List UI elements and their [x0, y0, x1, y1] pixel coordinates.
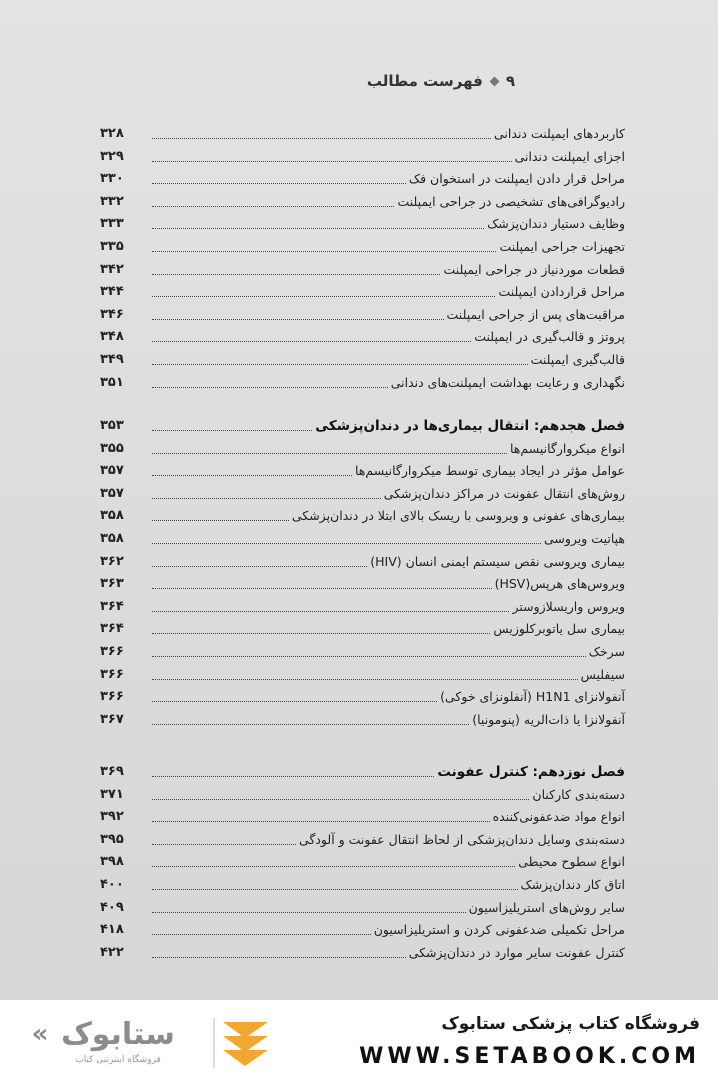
toc-page-number: ۳۵۵: [100, 440, 124, 456]
toc-entry-title: انواع میکروارگانیسم‌ها: [509, 440, 625, 456]
toc-page-number: ۳۶۴: [100, 598, 124, 614]
toc-entry: [100, 436, 625, 458]
dot-leader: [152, 250, 496, 252]
toc-page-number: ۳۶۶: [100, 689, 124, 705]
toc-page-number: ۳۳۵: [100, 239, 124, 254]
dot-leader: [152, 318, 444, 320]
toc-entry-title: روش‌های انتقال عفونت در مراکز دندان‌پزشکی: [383, 485, 625, 501]
toc-entry-title: هپاتیت ویروسی: [543, 531, 625, 546]
toc-page-number: ۳۴۶: [100, 306, 124, 322]
toc-page-number: ۳۴۴: [100, 284, 124, 300]
toc-entry-title: ویروس‌های هرپس(HSV): [494, 576, 625, 592]
toc-entry: [100, 849, 625, 871]
toc-entry-title: قالب‌گیری ایمپلنت: [530, 352, 625, 367]
store-url-link[interactable]: WWW.SETABOOK.COM: [359, 1044, 700, 1069]
toc-entry: [100, 324, 625, 346]
toc-page-number: ۳۲۸: [100, 126, 124, 141]
logo-chevron-icon: [223, 1022, 268, 1038]
dot-leader: [152, 888, 518, 890]
page-number: ۹: [505, 72, 515, 90]
toc-entry-title: مراحل قرار دادن ایمپلنت در استخوان فک: [408, 171, 625, 187]
toc-entry: [100, 917, 625, 939]
toc-entry: [100, 639, 625, 661]
toc-entry-title: آنفولانزای H1N1 (آنفلونزای خوکی): [440, 689, 625, 705]
toc-entry-title: سیفلیس: [580, 666, 625, 682]
toc-page-number: ۳۹۲: [100, 809, 124, 825]
toc-entry: [100, 458, 625, 480]
toc-entry: [100, 594, 625, 616]
toc-entry-title: فصل نوزدهم: کنترل عفونت: [437, 764, 625, 780]
toc-page-number: ۳۶۶: [100, 644, 124, 659]
toc-entry-title: آنفولانزا یا ذات‌الریه (پنومونیا): [472, 711, 625, 727]
dot-leader: [152, 160, 512, 162]
dot-leader: [152, 565, 367, 567]
toc-entry: [100, 940, 625, 962]
toc-entry-title: بیماری سل یاتوبرکلوزیس: [493, 621, 625, 637]
toc-entry-title: کاربردهای ایمپلنت دندانی: [494, 126, 625, 141]
toc-page-number: ۳۵۳: [100, 418, 124, 433]
dot-leader: [152, 386, 388, 388]
toc-entry: [100, 872, 625, 894]
toc-entry: [100, 302, 625, 324]
toc-page-number: ۳۴۲: [100, 261, 124, 277]
logo-chevron-icon: [223, 1036, 268, 1052]
toc-chapter-heading: [100, 759, 625, 781]
logo-word: ستابوک: [61, 1017, 175, 1052]
dot-leader: [152, 452, 507, 454]
dot-leader: [152, 820, 490, 822]
toc-entry-title: مراحل تکمیلی ضدعفونی کردن و استریلیزاسیون: [373, 922, 625, 938]
page-title: فهرست مطالب: [366, 72, 483, 90]
toc-entry: [100, 189, 625, 211]
toc-page-number: ۳۶۲: [100, 553, 124, 569]
toc-page-number: ۳۵۸: [100, 508, 124, 524]
toc-entry: [100, 804, 625, 826]
dot-leader: [152, 273, 440, 275]
dot-leader: [152, 295, 495, 297]
dot-leader: [152, 700, 437, 702]
toc-page-number: ۳۶۹: [100, 764, 124, 779]
toc-entry-title: دسته‌بندی وسایل دندان‌پزشکی از لحاظ انتقال عفونت و آلودگی: [299, 831, 625, 847]
toc-entry: [100, 895, 625, 917]
dot-leader: [152, 933, 371, 935]
toc-entry-title: سایر روش‌های استریلیزاسیون: [468, 899, 625, 915]
toc-page-number: ۳۹۵: [100, 831, 124, 847]
toc-page-number: ۴۰۹: [100, 899, 124, 915]
toc-entry-title: وظایف دستیار دندان‌پزشک: [487, 216, 625, 232]
toc-entry: [100, 144, 625, 166]
dot-leader: [152, 205, 394, 207]
toc-chapter-heading: [100, 413, 625, 435]
toc-entry: [100, 571, 625, 593]
toc-page-number: ۳۹۸: [100, 854, 124, 870]
toc-entry-title: مراقبت‌های پس از جراحی ایمپلنت: [446, 306, 625, 322]
toc-entry: [100, 234, 625, 256]
toc-page-number: ۳۶۴: [100, 621, 124, 637]
toc-entry: [100, 684, 625, 706]
toc-page-number: ۳۶۶: [100, 666, 124, 682]
toc-entry: [100, 166, 625, 188]
dot-leader: [152, 723, 469, 725]
toc-entry-title: نگهداری و رعایت بهداشت ایمپلنت‌های دندانی: [390, 374, 625, 390]
toc-page-number: ۳۳۰: [100, 171, 124, 187]
toc-entry: [100, 347, 625, 369]
toc-entry: [100, 121, 625, 143]
toc-entry-title: سرخک: [588, 644, 625, 659]
dot-leader: [152, 632, 490, 634]
toc-entry-title: اتاق کار دندان‌پزشک: [520, 877, 625, 892]
dot-leader: [152, 775, 434, 777]
toc-page-number: ۴۱۸: [100, 922, 124, 938]
dot-leader: [152, 497, 381, 499]
toc-page-number: ۳۳۳: [100, 216, 124, 232]
dot-leader: [152, 956, 406, 958]
toc-entry-title: انواع سطوح محیطی: [518, 854, 625, 870]
logo-graphic: [18, 1008, 268, 1072]
toc-page-number: ۳۲۹: [100, 148, 124, 164]
toc-entry-title: تجهیزات جراحی ایمپلنت: [499, 239, 625, 254]
toc-page-number: ۳۵۷: [100, 463, 124, 479]
store-name: فروشگاه کتاب پزشکی ستابوک: [441, 1014, 700, 1034]
toc-entry-title: مراحل قراردادن ایمپلنت: [498, 284, 625, 300]
setabook-logo: [18, 1008, 268, 1072]
toc-entry: [100, 662, 625, 684]
dot-leader: [152, 587, 492, 589]
toc-entry: [100, 526, 625, 548]
toc-entry: [100, 827, 625, 849]
logo-subtitle: فروشگاه اینترنتی کتاب: [75, 1055, 161, 1065]
toc-entry-title: قطعات موردنیاز در جراحی ایمپلنت: [443, 261, 625, 277]
toc-entry-title: فصل هجدهم: انتقال بیماری‌ها در دندان‌پزشکی: [315, 418, 625, 434]
toc-entry-title: انواع مواد ضدعفونی‌کننده: [492, 809, 625, 825]
dot-leader: [152, 519, 289, 521]
toc-entry: [100, 370, 625, 392]
toc-entry: [100, 481, 625, 503]
toc-page-number: ۳۷۱: [100, 786, 124, 802]
dot-leader: [152, 363, 528, 365]
dot-leader: [152, 610, 509, 612]
toc-page-number: ۳۵۱: [100, 374, 124, 390]
toc-page-number: ۳۴۹: [100, 352, 124, 367]
double-chevron-icon: «: [31, 1019, 49, 1049]
toc-entry: [100, 549, 625, 571]
store-footer-banner: [0, 1000, 718, 1080]
dot-leader: [152, 798, 529, 800]
dot-leader: [152, 429, 312, 431]
toc-entry-title: بیماری‌های عفونی و ویروسی با ریسک بالای ابتلا در دندان‌پزشکی: [291, 508, 625, 524]
dot-leader: [152, 474, 352, 476]
toc-entry-title: کنترل عفونت سایر موارد در دندان‌پزشکی: [408, 944, 625, 960]
toc-entry: [100, 616, 625, 638]
dot-leader: [152, 911, 466, 913]
toc-page-number: ۳۶۷: [100, 711, 124, 727]
toc-entry-title: اجزای ایمپلنت دندانی: [514, 148, 625, 164]
toc-entry-title: عوامل مؤثر در ایجاد بیماری توسط میکروارگانیسم‌ها: [355, 463, 625, 479]
toc-page-number: ۳۳۲: [100, 193, 124, 209]
dot-leader: [152, 182, 406, 184]
dot-leader: [152, 865, 515, 867]
dot-leader: [152, 542, 541, 544]
toc-entry: [100, 279, 625, 301]
toc-page-number: ۳۵۸: [100, 531, 124, 546]
toc-entry-title: بیماری ویروسی نقص سیستم ایمنی انسان (HIV): [370, 553, 625, 569]
dot-leader: [152, 340, 471, 342]
toc-page-number: ۳۴۸: [100, 329, 124, 345]
toc-entry-title: پروتز و قالب‌گیری در ایمپلنت: [474, 329, 625, 345]
toc-entry: [100, 211, 625, 233]
toc-entry: [100, 707, 625, 729]
dot-leader: [152, 227, 484, 229]
toc-entry-title: رادیوگرافی‌های تشخیصی در جراحی ایمپلنت: [397, 193, 625, 209]
logo-chevron-icon: [223, 1050, 268, 1066]
toc-entry-title: ویروس واریسلازوستر: [512, 598, 625, 614]
dot-leader: [152, 655, 586, 657]
toc-entry: [100, 257, 625, 279]
toc-entry: [100, 782, 625, 804]
dot-leader: [152, 843, 296, 845]
toc-page-number: ۴۰۰: [100, 877, 124, 892]
toc-page-number: ۴۲۲: [100, 944, 124, 960]
toc-page-number: ۳۵۷: [100, 485, 124, 501]
dot-leader: [152, 678, 578, 680]
toc-page-number: ۳۶۳: [100, 576, 124, 592]
toc-entry-title: دسته‌بندی کارکنان: [532, 786, 625, 802]
toc-entry: [100, 503, 625, 525]
dot-leader: [152, 137, 491, 139]
